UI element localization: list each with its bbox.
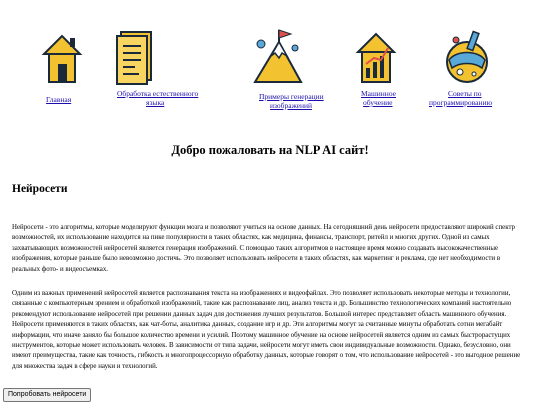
nav-link-image-generation-line2[interactable]: изображений <box>270 101 313 110</box>
try-neural-networks-button[interactable]: Попробовать нейросети <box>3 388 91 402</box>
paragraph-applications: Одним из важных применений нейросетей является распознавания текста на изображениях и видеофайлах. Это позволяет использовать некоторые методы и технологии, связанные с компьютерным зрением и обработкой изображений, такие как распознавание лиц, анализ текста и др. Большинство технологических компаний настоятельно рекомендуют использование нейросетей при решении данных задач для достижения лучших результатов. Большой интерес представляет область машинного обучения. Нейросети применяются в таких областях, как чат-боты, аналитика данных, создание игр и др. Эти алгоритмы могут за считанные минуты обработать сотни мегабайт информации, что иначе заняло бы большое количество времени и усилий. Поэтому машинное обучение на основе нейросетей является одним из самых быстрорастущих инструментов, которые может использовать человек. В зависимости от типа задачи, нейросети могут иметь свои индивидуальные возможности. Однако, безусловно, они имеют преимущества, такие как точность, гибкость и многопроцессорную обработку данных, которые говорят о том, что использование нейросетей - это выгодное решение для множества задач в сфере науки и технологий. <box>12 290 521 370</box>
nav-link-programming-tips-line1[interactable]: Советы по <box>448 89 482 98</box>
nav-link-image-generation-line1[interactable]: Примеры генерации <box>259 92 324 101</box>
top-navigation <box>0 0 540 130</box>
nav-link-home[interactable]: Главная <box>46 95 72 104</box>
paragraph-intro: Нейросети - это алгоритмы, которые моделируют функции мозга и позволяют учиться на основе данных. На сегодняшний день нейросети предоставляют широкий спектр возможностей, их использование находится на пике популярности в таких областях, как медицина, финансы, транспорт, ритейл и многих других. Одной из самых захватывающих возможностей нейросетей является генерация изображений. С помощью таких алгоритмов в настоящее время можно создавать высококачественные изображения, которые раньше было невозможно достичь. Это позволяет использовать нейросети в таких областях, как маркетинг и реклама, где нет необходимости в реальных фото- и видеосъемках. <box>12 224 515 273</box>
document-icon[interactable] <box>113 28 157 86</box>
home-icon[interactable] <box>40 28 84 86</box>
paint-jar-icon[interactable] <box>444 28 490 86</box>
nav-link-machine-learning-line1[interactable]: Машинное <box>361 89 396 98</box>
section-heading: Нейросети <box>12 183 68 195</box>
nav-link-nlp-line2[interactable]: языка <box>146 98 165 107</box>
house-chart-icon[interactable] <box>354 28 398 86</box>
mountain-flag-icon[interactable] <box>253 28 303 86</box>
page-title: Добро пожаловать на NLP AI сайт! <box>171 143 369 157</box>
nav-link-machine-learning-line2[interactable]: обучение <box>363 98 393 107</box>
nav-link-programming-tips-line2[interactable]: программированию <box>429 98 493 107</box>
nav-link-nlp-line1[interactable]: Обработка естественного <box>117 89 199 98</box>
